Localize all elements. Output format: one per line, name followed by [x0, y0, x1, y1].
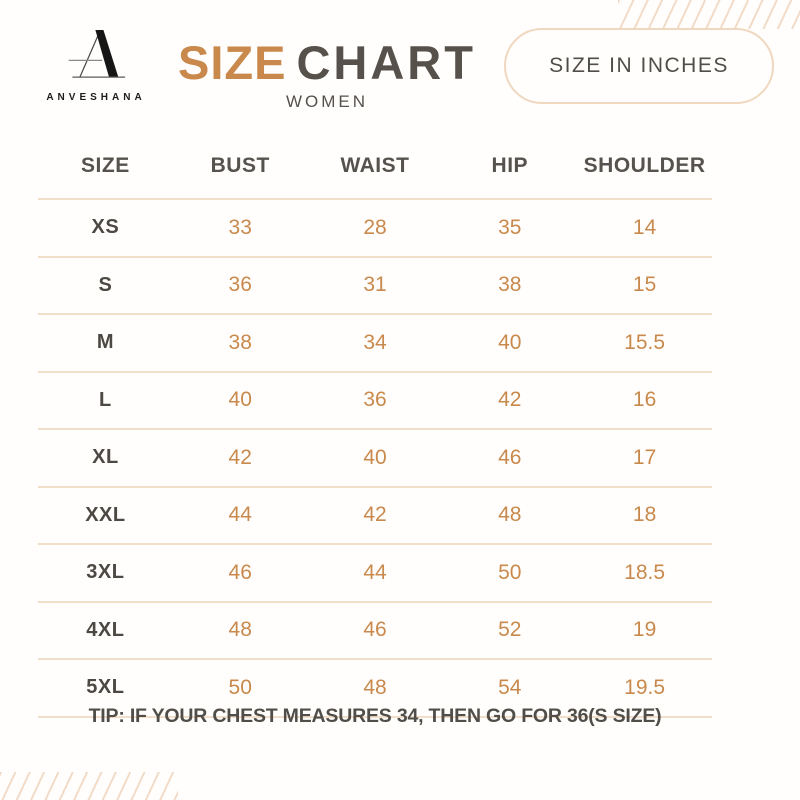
- cell-shoulder-value: 18: [632, 503, 657, 527]
- cell-bust-value: 44: [228, 503, 252, 527]
- cell-hip-value: 42: [498, 388, 522, 412]
- cell-hip-value: 54: [498, 675, 522, 699]
- column-header-shoulder: SHOULDER: [583, 154, 706, 177]
- table-header-row: [38, 134, 712, 200]
- cell-size-label: XL: [92, 446, 119, 469]
- size-unit-badge-label: SIZE IN INCHES: [549, 54, 729, 77]
- column-header-size: SIZE: [81, 154, 130, 177]
- cell-hip-value: 40: [498, 330, 522, 354]
- table-row-m: [38, 315, 712, 373]
- cell-waist-value: 31: [363, 273, 387, 297]
- page-title: [168, 38, 486, 87]
- brand-logo-a-icon: [65, 26, 127, 86]
- cell-hip-value: 35: [498, 215, 522, 239]
- table-row-4xl: [38, 603, 712, 661]
- cell-bust-value: 42: [228, 445, 252, 469]
- cell-shoulder-value: 17: [632, 445, 657, 469]
- table-row-l: [38, 373, 712, 431]
- cell-shoulder-value: 19: [632, 618, 657, 642]
- cell-size-label: XXL: [85, 503, 126, 526]
- cell-waist-value: 36: [363, 388, 387, 412]
- cell-shoulder-value: 16: [632, 388, 657, 412]
- brand-name: ANVESHANA: [46, 92, 146, 103]
- tip-text: TIP: IF YOUR CHEST MEASURES 34, THEN GO FOR 36(S SIZE): [88, 705, 662, 727]
- hatch-decoration-bottom-left-icon: [0, 772, 178, 800]
- cell-hip-value: 46: [498, 445, 522, 469]
- table-row-xxl: [38, 488, 712, 546]
- title-block: [168, 38, 486, 112]
- cell-bust-value: 38: [228, 330, 252, 354]
- cell-shoulder-value: 14: [632, 215, 657, 239]
- cell-bust-value: 50: [228, 675, 252, 699]
- cell-size-label: XS: [91, 216, 120, 239]
- cell-hip-value: 52: [498, 618, 522, 642]
- cell-bust-value: 46: [228, 560, 252, 584]
- table-row-s: [38, 258, 712, 316]
- cell-waist-value: 46: [363, 618, 387, 642]
- cell-size-label: 3XL: [86, 561, 125, 584]
- cell-size-label: 5XL: [86, 676, 125, 699]
- size-unit-badge: [504, 28, 774, 104]
- cell-shoulder-value: 15: [632, 273, 657, 297]
- table-row-xs: [38, 200, 712, 258]
- cell-size-label: L: [99, 388, 112, 411]
- column-header-waist: WAIST: [340, 154, 410, 177]
- column-header-hip: HIP: [491, 154, 529, 177]
- cell-waist-value: 42: [363, 503, 387, 527]
- cell-waist-value: 34: [363, 330, 387, 354]
- cell-bust-value: 48: [228, 618, 252, 642]
- cell-waist-value: 48: [363, 675, 387, 699]
- hatch-decoration-top-right-icon: [618, 0, 800, 29]
- column-header-bust: BUST: [210, 154, 270, 177]
- cell-size-label: S: [98, 273, 113, 296]
- table-row-3xl: [38, 545, 712, 603]
- cell-bust-value: 33: [228, 215, 252, 239]
- table-row-xl: [38, 430, 712, 488]
- cell-shoulder-value: 15.5: [624, 330, 666, 354]
- cell-bust-value: 36: [228, 273, 252, 297]
- cell-size-label: M: [96, 331, 114, 354]
- cell-waist-value: 40: [363, 445, 387, 469]
- cell-hip-value: 48: [498, 503, 522, 527]
- subtitle-women: WOMEN: [285, 92, 369, 112]
- cell-hip-value: 38: [498, 273, 522, 297]
- title-word-chart: CHART: [296, 36, 476, 89]
- cell-waist-value: 28: [363, 215, 387, 239]
- title-word-size: SIZE: [178, 36, 287, 89]
- cell-shoulder-value: 18.5: [624, 560, 666, 584]
- cell-hip-value: 50: [498, 560, 522, 584]
- cell-size-label: 4XL: [86, 618, 125, 641]
- size-table: [38, 134, 712, 718]
- cell-shoulder-value: 19.5: [624, 675, 666, 699]
- cell-waist-value: 44: [363, 560, 387, 584]
- brand-logo: [44, 26, 148, 103]
- cell-bust-value: 40: [228, 388, 252, 412]
